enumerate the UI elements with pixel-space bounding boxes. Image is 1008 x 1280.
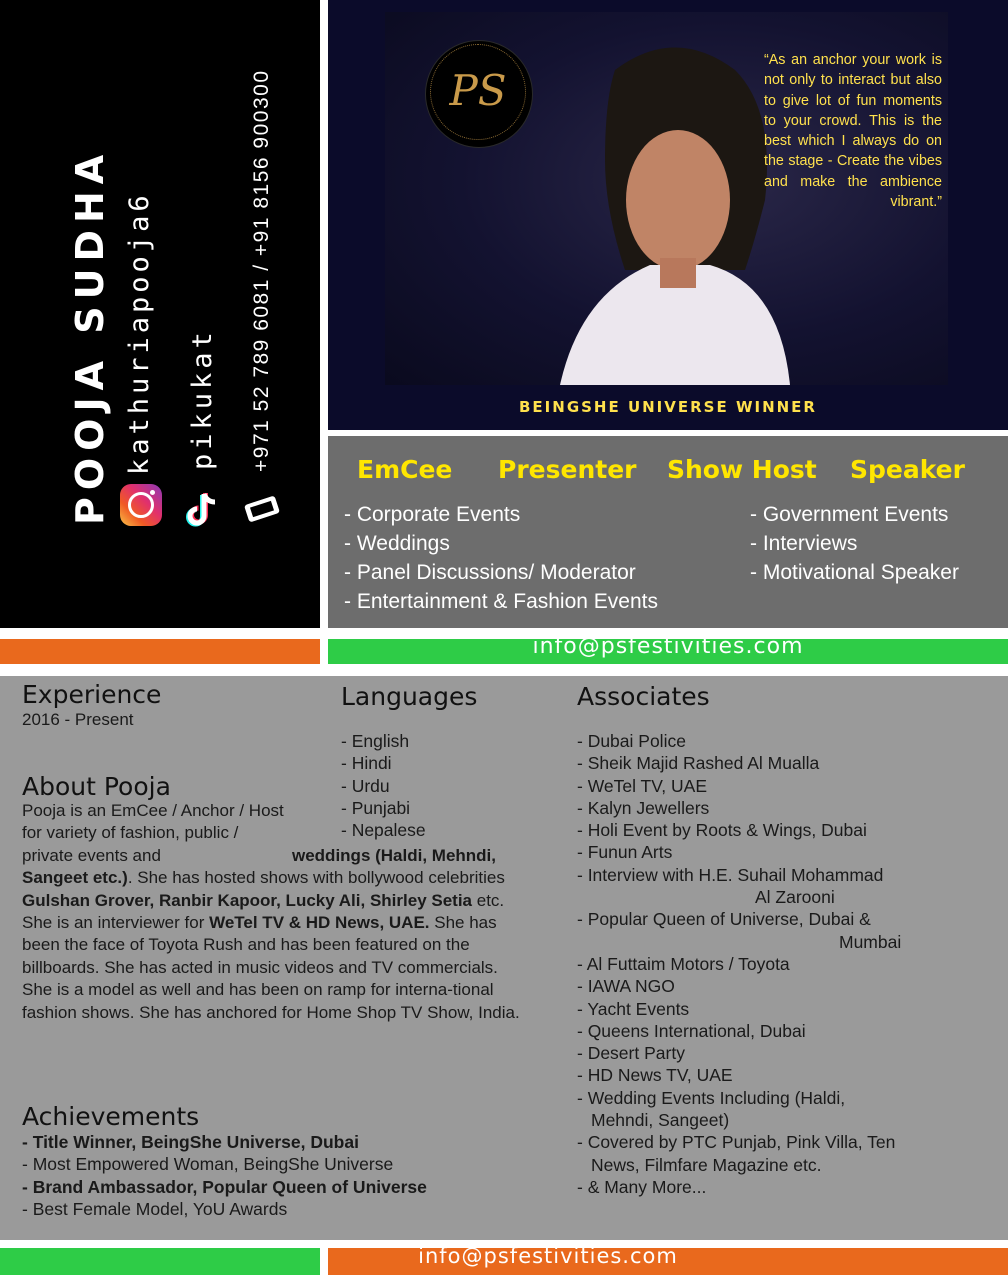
instagram-icon bbox=[120, 484, 162, 526]
list-item: - English bbox=[341, 731, 410, 751]
about-text-part: etc. She is an interviewer for bbox=[22, 890, 505, 933]
about-text bbox=[22, 800, 532, 1024]
list-item: - Desert Party bbox=[577, 1043, 685, 1064]
list-item: - Urdu bbox=[341, 775, 390, 796]
achievements-heading: Achievements bbox=[22, 1102, 200, 1131]
instagram-handle: kathuriapooja6 bbox=[124, 191, 155, 475]
quote-text: “As an anchor your work is not only to interact but also to give lot of fun moments to your crowd. This is the best which I always do on the stage - Create the vibes and make the ambience vibrant.” bbox=[764, 52, 942, 211]
list-item: - Popular Queen of Universe, Dubai & bbox=[577, 909, 871, 930]
list-item: - Covered by PTC Punjab, Pink Villa, Ten bbox=[577, 1132, 896, 1153]
list-item: - Title Winner, BeingShe Universe, Dubai bbox=[22, 1132, 359, 1152]
role-presenter: Presenter bbox=[498, 455, 637, 484]
about-text-part: . She has hosted shows with bollywood celebrities bbox=[127, 868, 505, 888]
list-item: - Queens International, Dubai bbox=[577, 1020, 806, 1041]
about-bold: weddings (Haldi, Mehndi, Sangeet etc.) bbox=[22, 845, 496, 888]
list-item: Al Zarooni bbox=[755, 887, 835, 908]
list-item: - Dubai Police bbox=[577, 731, 686, 751]
email-link[interactable]: info@psfestivities.com bbox=[418, 1244, 678, 1268]
list-item: - Funun Arts bbox=[577, 842, 673, 863]
list-item: - & Many More... bbox=[577, 1176, 707, 1197]
list-item: Mehndi, Sangeet) bbox=[591, 1110, 730, 1131]
list-item: - Best Female Model, YoU Awards bbox=[22, 1198, 288, 1219]
list-item: - Nepalese bbox=[341, 820, 426, 841]
green-bar bbox=[0, 1248, 320, 1275]
orange-bar bbox=[0, 639, 320, 664]
phone-numbers: +971 52 789 6081 / +91 8156 900300 bbox=[250, 69, 273, 472]
list-item: Mumbai bbox=[839, 931, 902, 952]
about-bold: Gulshan Grover, Ranbir Kapoor, Lucky Ali, Shirley Setia bbox=[22, 890, 473, 910]
service-item: - Government Events bbox=[750, 503, 949, 526]
list-item: - Punjabi bbox=[341, 797, 411, 818]
service-item: - Interviews bbox=[750, 532, 858, 555]
list-item: - Yacht Events bbox=[577, 998, 690, 1019]
role-speaker: Speaker bbox=[850, 455, 965, 484]
phone-icon bbox=[242, 494, 282, 524]
about-heading: About Pooja bbox=[22, 772, 171, 801]
service-item: - Panel Discussions/ Moderator bbox=[344, 561, 636, 584]
list-item: - Wedding Events Including (Haldi, bbox=[577, 1087, 846, 1108]
about-text-part: She has been the face of Toyota Rush and has been featured on the billboards. She has acted in music videos and TV commercials. She is a model as well and has been on ramp for interna-tional fashion shows. She has anchored for Home Shop TV Show, India. bbox=[22, 913, 520, 1022]
associates-heading: Associates bbox=[577, 682, 710, 711]
list-item: - HD News TV, UAE bbox=[577, 1065, 733, 1086]
languages-heading: Languages bbox=[341, 682, 478, 711]
email-link[interactable]: info@psfestivities.com bbox=[532, 634, 804, 659]
associates-list bbox=[577, 730, 901, 1198]
role-show-host: Show Host bbox=[667, 455, 817, 484]
service-item: - Weddings bbox=[344, 532, 450, 555]
profile-name: POOJA SUDHA bbox=[68, 147, 112, 525]
award-title: BEINGSHE UNIVERSE WINNER bbox=[519, 398, 817, 416]
experience-period: 2016 - Present bbox=[22, 710, 134, 729]
about-bold: WeTel TV & HD News, UAE. bbox=[209, 913, 430, 933]
service-item: - Corporate Events bbox=[344, 503, 521, 526]
list-item: - IAWA NGO bbox=[577, 976, 675, 997]
experience-heading: Experience bbox=[22, 680, 162, 709]
role-emcee: EmCee bbox=[357, 455, 453, 484]
achievements-list bbox=[22, 1131, 427, 1220]
list-item: - Al Futtaim Motors / Toyota bbox=[577, 953, 790, 974]
list-item: News, Filmfare Magazine etc. bbox=[591, 1154, 822, 1175]
list-item: - Holi Event by Roots & Wings, Dubai bbox=[577, 820, 867, 841]
list-item: - Most Empowered Woman, BeingShe Universe bbox=[22, 1154, 394, 1175]
list-item: - WeTel TV, UAE bbox=[577, 775, 708, 796]
list-item: - Hindi bbox=[341, 753, 392, 774]
tiktok-icon bbox=[184, 492, 218, 530]
list-item: - Sheik Majid Rashed Al Mualla bbox=[577, 753, 820, 774]
service-item: - Entertainment & Fashion Events bbox=[344, 590, 658, 613]
list-item: - Brand Ambassador, Popular Queen of Universe bbox=[22, 1176, 427, 1197]
portrait-image bbox=[560, 40, 790, 385]
list-item: - Interview with H.E. Suhail Mohammad bbox=[577, 864, 884, 885]
logo-monogram: PS bbox=[449, 66, 507, 115]
tiktok-handle: pikukat bbox=[187, 328, 218, 470]
list-item: - Kalyn Jewellers bbox=[577, 797, 710, 818]
service-item: - Motivational Speaker bbox=[750, 561, 959, 584]
about-intro: Pooja is an EmCee / Anchor / Host for variety of fashion, public / private events and bbox=[22, 801, 284, 865]
